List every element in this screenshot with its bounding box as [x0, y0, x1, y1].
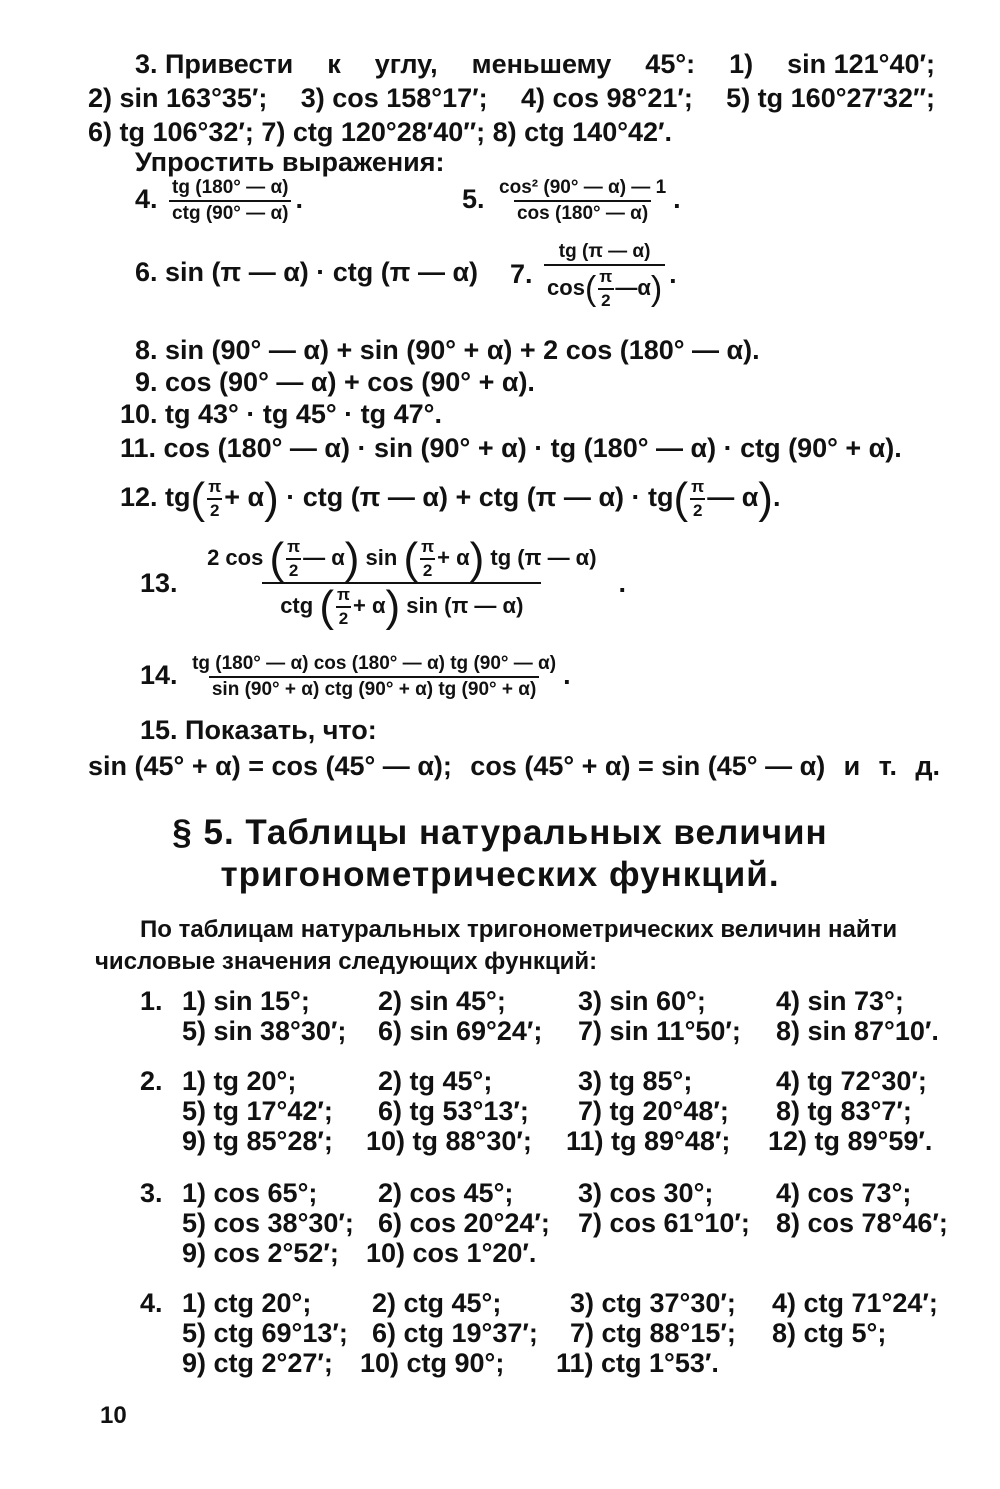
text-segment: 3) cos 158°17′;	[300, 83, 488, 113]
text-segment: .	[772, 482, 781, 513]
fraction	[418, 536, 437, 582]
numerator: 2 cos ( $\frac{\pi}{2}$ — α) sin ( $\frac{\pi}{2}$ + α) tg (π — α)	[207, 534, 597, 583]
problem-number: 13.	[140, 568, 178, 598]
exercise-item: 2) ctg 45°;	[372, 1288, 502, 1318]
denominator: 2	[420, 558, 435, 582]
text-segment: т.	[878, 751, 897, 781]
fraction	[334, 584, 353, 630]
exercise-item: 1) cos 65°;	[182, 1178, 318, 1208]
text-segment: cos (45° + α) = sin (45° — α)	[470, 751, 826, 781]
text-segment: —α	[615, 274, 651, 300]
text-segment: 45°:	[645, 49, 696, 79]
exercise-item: 1) sin 15°;	[182, 986, 310, 1016]
exercise-item: 11) tg 89°48′;	[566, 1126, 731, 1156]
text-segment: + α	[437, 544, 470, 570]
text-segment: — α	[303, 544, 345, 570]
exercise-label: 4.	[140, 1288, 163, 1318]
exercise-item: 6) sin 69°24′;	[378, 1016, 543, 1046]
exercise-item: 5) sin 38°30′;	[182, 1016, 347, 1046]
fraction	[169, 176, 291, 226]
text-segment: меньшему	[471, 49, 612, 79]
intro-line-2: числовые значения следующих функций:	[95, 948, 598, 975]
problem-6: 6. sin (π — α) · ctg (π — α)	[135, 257, 479, 287]
denominator: 2	[690, 498, 705, 522]
exercise-item: 4) tg 72°30′;	[776, 1066, 927, 1096]
numerator: tg (180° — α)	[172, 177, 289, 198]
text-segment: 12. tg	[120, 482, 191, 513]
section-heading-line-2: тригонометрических функций.	[220, 855, 780, 894]
exercise-item: 3) sin 60°;	[578, 986, 706, 1016]
numerator: π	[287, 537, 301, 556]
fraction	[544, 240, 665, 312]
denominator: cos (180° — α)	[514, 200, 651, 226]
problem-5: 5. $\frac{\text{cos² (90° — α) — 1}}{\cos (180^\circ — \alpha)}$ .	[462, 177, 681, 224]
intro-line-1: По таблицам натуральных тригонометрических величин найти	[140, 916, 898, 943]
exercise-item: 9) tg 85°28′;	[182, 1126, 333, 1156]
exercise-item: 3) cos 30°;	[578, 1178, 714, 1208]
text-segment: 1)	[729, 49, 754, 79]
numerator: π	[421, 537, 435, 556]
text-segment: 2 cos	[207, 544, 264, 570]
fraction	[189, 652, 559, 702]
text-segment: sin	[365, 544, 398, 570]
fraction	[496, 176, 669, 226]
exercise-item: 6) tg 53°13′;	[378, 1096, 529, 1126]
exercise-item: 8) ctg 5°;	[772, 1318, 887, 1348]
exercise-item: 8) tg 83°7′;	[776, 1096, 912, 1126]
text-segment: к	[327, 49, 341, 79]
page-number: 10	[100, 1402, 127, 1429]
denominator: 2	[207, 498, 222, 522]
problem-8: 8. sin (90° — α) + sin (90° + α) + 2 cos (180° — α).	[135, 335, 760, 365]
text-segment: tg (π — α)	[490, 544, 597, 570]
problem-14: 14. $\frac{tg (180^\circ — \alpha) \cos (180^\circ — \alpha) tg (90^\circ — \alpha)}{\text{sin (90° + α) ctg (90° + α) tg (90° + α)}}$ .	[140, 653, 571, 700]
exercise-item: 12) tg 89°59′.	[768, 1126, 933, 1156]
exercise-item: 7) tg 20°48′;	[578, 1096, 729, 1126]
problem-number: 5.	[462, 184, 485, 215]
problem-number: 14.	[140, 660, 178, 691]
problem-3-line-3: 6) tg 106°32′; 7) ctg 120°28′40″; 8) ctg 140°42′.	[88, 117, 673, 147]
problem-3-line-1	[135, 48, 935, 80]
text-segment: + α	[352, 592, 386, 618]
exercise-item: 9) cos 2°52′;	[182, 1238, 339, 1268]
text-segment: cos	[547, 274, 585, 300]
exercise-item: 5) ctg 69°13′;	[182, 1318, 348, 1348]
denominator: 2	[286, 558, 301, 582]
text-segment: + α	[224, 482, 265, 513]
exercise-item: 5) tg 17°42′;	[182, 1096, 333, 1126]
exercise-item: 6) cos 20°24′;	[378, 1208, 550, 1238]
text-segment: — α	[707, 482, 759, 513]
numerator: π	[691, 477, 705, 496]
exercise-item: 10) tg 88°30′;	[366, 1126, 532, 1156]
fraction	[189, 536, 614, 630]
exercise-item: 2) cos 45°;	[378, 1178, 514, 1208]
exercise-item: 9) ctg 2°27′;	[182, 1348, 333, 1378]
problem-7: 7. tg (π — α) cos( $\frac{\pi}{2}$ —α) .	[510, 241, 677, 310]
numerator: π	[336, 585, 350, 604]
exercise-item: 4) ctg 71°24′;	[772, 1288, 938, 1318]
text-segment: 4) cos 98°21′;	[520, 83, 693, 113]
exercise-item: 10) cos 1°20′.	[366, 1238, 537, 1268]
fraction	[205, 476, 224, 522]
denominator: 2	[598, 288, 613, 312]
denominator: cos( $\frac{\pi}{2}$ —α)	[544, 264, 665, 312]
numerator: cos² (90° — α) — 1	[499, 177, 667, 198]
exercise-item: 1) tg 20°;	[182, 1066, 297, 1096]
exercise-item: 8) sin 87°10′.	[776, 1016, 939, 1046]
exercise-item: 7) sin 11°50′;	[578, 1016, 741, 1046]
exercise-item: 2) sin 45°;	[378, 986, 506, 1016]
problem-10: 10. tg 43° · tg 45° · tg 47°.	[120, 399, 442, 429]
problem-11: 11. cos (180° — α) · sin (90° + α) · tg (180° — α) · ctg (90° + α).	[120, 433, 902, 463]
text-segment: 2) sin 163°35′;	[88, 83, 268, 113]
denominator: ctg (90° — α)	[169, 200, 291, 226]
text-segment: углу,	[374, 49, 438, 79]
exercise-item: 7) cos 61°10′;	[578, 1208, 750, 1238]
problem-15-equations	[88, 750, 940, 782]
fraction	[284, 536, 303, 582]
text-segment: sin (45° + α) = cos (45° — α);	[88, 751, 452, 781]
numerator: tg (π — α)	[558, 241, 651, 262]
fraction	[596, 266, 615, 312]
problem-number: 7.	[510, 259, 533, 290]
problem-13: 13. 2 cos ( $\frac{\pi}{2}$ — α) sin ( $\frac{\pi}{2}$ + α) tg (π — α) ctg ( $\frac{\pi}{2}$ + α) sin (π — α) .	[140, 534, 627, 631]
problem-3-line-2	[88, 82, 935, 114]
text-segment: ctg	[280, 592, 314, 618]
text-segment: д.	[915, 751, 940, 781]
text-segment: sin 121°40′;	[787, 49, 935, 79]
exercise-label: 2.	[140, 1066, 163, 1096]
exercise-item: 7) ctg 88°15′;	[570, 1318, 736, 1348]
text-segment: 5) tg 160°27′32″;	[726, 83, 935, 113]
exercise-label: 3.	[140, 1178, 163, 1208]
denominator: 2	[336, 606, 351, 630]
problem-15: 15. Показать, что:	[140, 715, 377, 745]
exercise-item: 3) ctg 37°30′;	[570, 1288, 736, 1318]
problem-4: 4. $\frac{tg (180^\circ — \alpha)}{\text{ctg (90° — α)}}$ .	[135, 177, 303, 224]
exercise-item: 4) cos 73°;	[776, 1178, 912, 1208]
problem-12: 12. tg( $\frac{\pi}{2}$ + α) · ctg (π — α) + ctg (π — α) · tg( $\frac{\pi}{2}$ — α).	[120, 474, 781, 523]
exercise-item: 4) sin 73°;	[776, 986, 904, 1016]
exercise-item: 10) ctg 90°;	[360, 1348, 505, 1378]
numerator: π	[599, 267, 613, 286]
text-segment: sin (π — α)	[406, 592, 524, 618]
numerator: tg (180° — α) cos (180° — α) tg (90° — α)	[192, 653, 557, 674]
fraction	[688, 476, 707, 522]
exercise-item: 8) cos 78°46′;	[776, 1208, 948, 1238]
exercise-item: 11) ctg 1°53′.	[556, 1348, 719, 1378]
denominator: ctg ( $\frac{\pi}{2}$ + α) sin (π — α)	[262, 582, 541, 630]
simplify-title: Упростить выражения:	[135, 147, 445, 177]
exercise-item: 5) cos 38°30′;	[182, 1208, 354, 1238]
exercise-item: 6) ctg 19°37′;	[372, 1318, 538, 1348]
problem-9: 9. cos (90° — α) + cos (90° + α).	[135, 367, 535, 397]
denominator: sin (90° + α) ctg (90° + α) tg (90° + α)	[209, 676, 539, 702]
text-segment: 3. Привести	[135, 49, 294, 79]
exercise-item: 3) tg 85°;	[578, 1066, 693, 1096]
section-heading-line-1: § 5. Таблицы натуральных величин	[172, 813, 828, 852]
exercise-item: 2) tg 45°;	[378, 1066, 493, 1096]
problem-number: 4.	[135, 184, 158, 215]
numerator: π	[208, 477, 222, 496]
exercise-item: 1) ctg 20°;	[182, 1288, 312, 1318]
text-segment: и	[843, 751, 861, 781]
exercise-label: 1.	[140, 986, 163, 1016]
text-segment: · ctg (π — α) + ctg (π — α) · tg	[286, 482, 674, 513]
